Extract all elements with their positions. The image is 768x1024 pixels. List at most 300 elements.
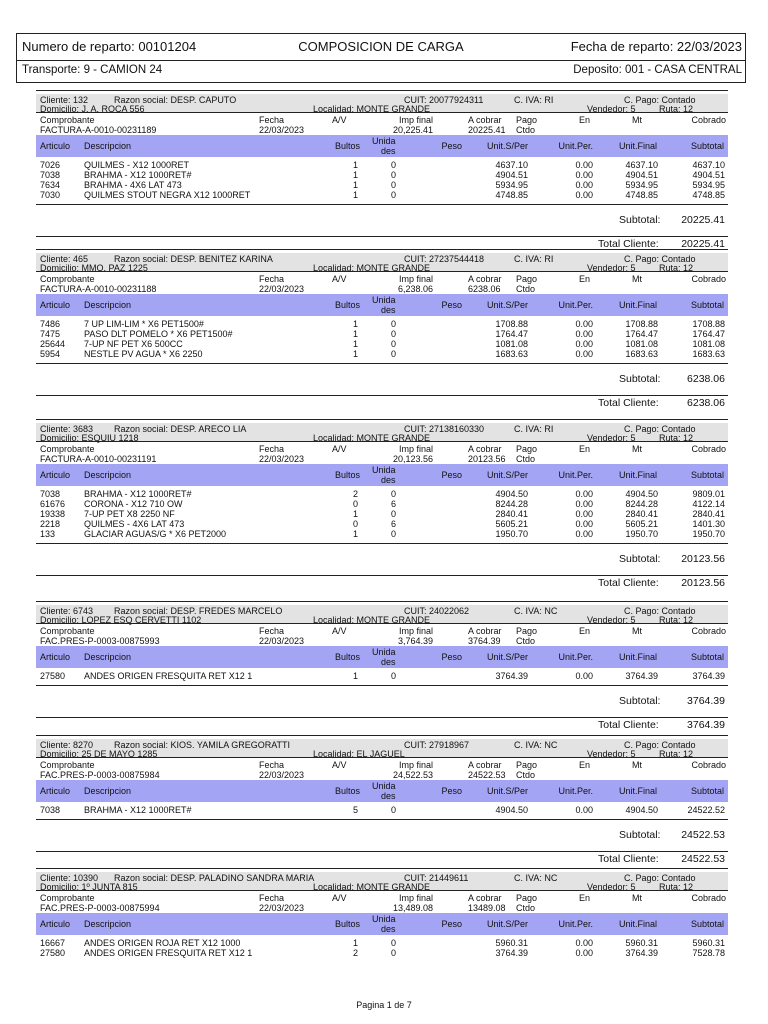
- condicion-iva: C. IVA: RI: [514, 254, 554, 264]
- item-descripcion: QUILMES - 4X6 LAT 473: [84, 519, 185, 529]
- col-fecha: Fecha: [259, 115, 285, 125]
- table-row: [36, 339, 728, 349]
- table-row: [36, 948, 728, 958]
- item-bultos: 1: [352, 349, 358, 359]
- block-top-rule: [36, 601, 728, 602]
- th-unit-s-per: Unit.S/Per: [486, 919, 528, 929]
- table-row: [36, 489, 728, 499]
- col-mt: Mt: [632, 444, 642, 454]
- imp-final-value: 3,764.39: [397, 636, 433, 646]
- total-cliente-value: 24522.53: [681, 853, 725, 865]
- col-fecha: Fecha: [259, 274, 285, 284]
- item-unit-per: 0.00: [575, 190, 593, 200]
- col-av: A/V: [332, 893, 347, 903]
- comprobante-number: FACTURA-A-0010-00231188: [40, 284, 157, 294]
- ruta: Ruta: 12: [659, 615, 694, 625]
- item-bultos: 1: [352, 180, 358, 190]
- block-top-rule: [36, 90, 728, 91]
- a-cobrar-value: 3764.39: [468, 636, 501, 646]
- th-peso: Peso: [441, 786, 462, 796]
- item-descripcion: 7-UP NF PET X6 500CC: [84, 339, 183, 349]
- item-descripcion: GLACIAR AGUAS/G * X6 PET2000: [84, 529, 227, 539]
- item-bultos: 1: [352, 170, 358, 180]
- numero-reparto: Numero de reparto: 00101204: [22, 39, 197, 54]
- col-a-cobrar: A cobrar: [468, 444, 502, 454]
- client-info-rule: [36, 757, 728, 758]
- item-bultos: 1: [352, 509, 358, 519]
- razon-social: Razon social: DESP. CAPUTO: [114, 95, 237, 105]
- client-info-rule: [36, 441, 728, 442]
- item-unit-per: 0.00: [575, 499, 593, 509]
- vendedor: Vendedor: 5: [587, 749, 636, 759]
- th-peso: Peso: [441, 652, 462, 662]
- item-articulo: 61676: [40, 499, 66, 509]
- col-comprobante: Comprobante: [40, 626, 95, 636]
- domicilio: Domicilio: MMO. PAZ 1225: [40, 263, 148, 273]
- item-unit-final: 1950.70: [625, 529, 658, 539]
- subtotal-label: Subtotal:: [619, 829, 661, 841]
- item-subtotal: 1708.88: [692, 319, 725, 329]
- item-unit-s-per: 4904.50: [495, 489, 528, 499]
- item-bultos: 1: [352, 938, 358, 948]
- table-row: [36, 499, 728, 509]
- localidad: Localidad: MONTE GRANDE: [313, 263, 431, 273]
- items-table-body: [36, 671, 728, 681]
- th-articulo: Articulo: [40, 652, 71, 662]
- client-block: [36, 419, 728, 589]
- th-articulo: Articulo: [40, 300, 71, 310]
- item-unit-per: 0.00: [575, 509, 593, 519]
- table-row: [36, 349, 728, 359]
- col-cobrado: Cobrado: [691, 444, 726, 454]
- subtotal-label: Subtotal:: [619, 214, 661, 226]
- client-id: Cliente: 8270: [40, 740, 94, 750]
- col-pago: Pago: [516, 893, 538, 903]
- th-subtotal: Subtotal: [690, 470, 724, 480]
- col-comprobante: Comprobante: [40, 760, 95, 770]
- condicion-pago: C. Pago: Contado: [624, 254, 696, 264]
- th-unida: Unida: [372, 295, 396, 305]
- comprobante-number: FAC.PRES-P-0003-00875984: [40, 770, 160, 780]
- th-des: des: [381, 475, 396, 485]
- items-end-rule: [36, 543, 728, 544]
- client-id: Cliente: 465: [40, 254, 89, 264]
- item-descripcion: 7 UP LIM-LIM * X6 PET1500#: [84, 319, 204, 329]
- item-subtotal: 1401.30: [692, 519, 725, 529]
- col-en: En: [579, 893, 591, 903]
- col-cobrado: Cobrado: [691, 115, 726, 125]
- ruta: Ruta: 12: [659, 263, 694, 273]
- th-bultos: Bultos: [334, 919, 360, 929]
- th-des: des: [381, 924, 396, 934]
- item-bultos: 1: [352, 339, 358, 349]
- condicion-iva: C. IVA: RI: [514, 424, 554, 434]
- comprobante-fecha: 22/03/2023: [259, 125, 305, 135]
- table-row: [36, 190, 728, 200]
- item-descripcion: CORONA - X12 710 OW: [84, 499, 183, 509]
- item-unit-s-per: 4904.50: [495, 805, 528, 815]
- page-number: Pagina 1 de 7: [356, 1000, 412, 1010]
- ruta: Ruta: 12: [659, 104, 694, 114]
- item-unidades: 0: [391, 160, 397, 170]
- th-unit-per: Unit.Per.: [558, 141, 593, 151]
- vendedor: Vendedor: 5: [587, 433, 636, 443]
- item-descripcion: ANDES ORIGEN FRESQUITA RET X12 1: [84, 671, 253, 681]
- table-row: [36, 319, 728, 329]
- col-imp-final: Imp final: [398, 760, 433, 770]
- th-unida: Unida: [372, 781, 396, 791]
- item-unit-final: 8244.28: [625, 499, 658, 509]
- total-cliente-label: Total Cliente:: [598, 577, 659, 589]
- table-row: [36, 180, 728, 190]
- item-articulo: 7634: [40, 180, 61, 190]
- th-descripcion: Descripcion: [84, 652, 132, 662]
- col-mt: Mt: [632, 760, 642, 770]
- item-descripcion: BRAHMA - X12 1000RET#: [84, 805, 192, 815]
- localidad: Localidad: MONTE GRANDE: [313, 433, 431, 443]
- th-subtotal: Subtotal: [690, 786, 724, 796]
- th-descripcion: Descripcion: [84, 786, 132, 796]
- a-cobrar-value: 20123.56: [468, 454, 506, 464]
- th-subtotal: Subtotal: [690, 919, 724, 929]
- item-subtotal: 4637.10: [692, 160, 725, 170]
- cuit: CUIT: 24022062: [404, 606, 470, 616]
- th-unida: Unida: [372, 465, 396, 475]
- col-fecha: Fecha: [259, 760, 285, 770]
- total-cliente-value: 6238.06: [687, 397, 725, 409]
- condicion-pago: C. Pago: Contado: [624, 740, 696, 750]
- total-cliente-label: Total Cliente:: [598, 853, 659, 865]
- th-articulo: Articulo: [40, 141, 71, 151]
- item-subtotal: 2840.41: [692, 509, 725, 519]
- total-rule: [36, 236, 728, 237]
- item-subtotal: 7528.78: [692, 948, 725, 958]
- th-unida: Unida: [372, 647, 396, 657]
- col-pago: Pago: [516, 444, 538, 454]
- item-articulo: 19338: [40, 509, 66, 519]
- total-cliente-value: 20123.56: [681, 577, 725, 589]
- item-unit-per: 0.00: [575, 805, 593, 815]
- imp-final-value: 20,225.41: [392, 125, 433, 135]
- item-descripcion: BRAHMA - X12 1000RET#: [84, 170, 192, 180]
- comprobante-fecha: 22/03/2023: [259, 636, 305, 646]
- item-bultos: 0: [352, 499, 358, 509]
- th-peso: Peso: [441, 300, 462, 310]
- subtotal-value: 20123.56: [681, 553, 725, 565]
- th-unit-final: Unit.Final: [618, 470, 657, 480]
- item-unit-s-per: 5934.95: [495, 180, 528, 190]
- a-cobrar-value: 13489.08: [468, 903, 506, 913]
- col-imp-final: Imp final: [398, 444, 433, 454]
- col-av: A/V: [332, 444, 347, 454]
- item-subtotal: 3764.39: [692, 671, 725, 681]
- col-cobrado: Cobrado: [691, 893, 726, 903]
- item-bultos: 5: [352, 805, 358, 815]
- block-top-rule: [36, 419, 728, 420]
- cuit: CUIT: 20077924311: [404, 95, 484, 105]
- item-unidades: 0: [391, 190, 397, 200]
- col-en: En: [579, 274, 591, 284]
- items-table-body: [36, 319, 728, 359]
- item-subtotal: 1950.70: [692, 529, 725, 539]
- col-pago: Pago: [516, 760, 538, 770]
- domicilio: Domicilio: 1º JUNTA 815: [40, 882, 138, 892]
- th-unit-per: Unit.Per.: [558, 652, 593, 662]
- th-bultos: Bultos: [334, 300, 360, 310]
- razon-social: Razon social: DESP. FREDES MARCELO: [114, 606, 283, 616]
- item-unidades: 0: [391, 938, 397, 948]
- items-end-rule: [36, 685, 728, 686]
- cuit: CUIT: 27237544418: [404, 254, 485, 264]
- col-imp-final: Imp final: [398, 115, 433, 125]
- col-pago: Pago: [516, 115, 538, 125]
- a-cobrar-value: 24522.53: [468, 770, 506, 780]
- pago-value: Ctdo: [516, 636, 536, 646]
- item-unit-final: 4904.51: [625, 170, 658, 180]
- pago-value: Ctdo: [516, 903, 536, 913]
- total-cliente-label: Total Cliente:: [598, 397, 659, 409]
- col-a-cobrar: A cobrar: [468, 274, 502, 284]
- item-subtotal: 1683.63: [692, 349, 725, 359]
- item-unit-s-per: 4637.10: [495, 160, 528, 170]
- item-subtotal: 4122.14: [692, 499, 725, 509]
- comprobante-fecha: 22/03/2023: [259, 770, 305, 780]
- total-rule: [36, 575, 728, 576]
- deposito: Deposito: 001 - CASA CENTRAL: [573, 64, 742, 76]
- item-unidades: 0: [391, 339, 397, 349]
- fecha-reparto: Fecha de reparto: 22/03/2023: [570, 39, 742, 54]
- item-descripcion: NESTLE PV AGUA * X6 2250: [84, 349, 203, 359]
- col-fecha: Fecha: [259, 893, 285, 903]
- imp-final-value: 24,522.53: [392, 770, 433, 780]
- item-unidades: 0: [391, 170, 397, 180]
- item-subtotal: 1081.08: [692, 339, 725, 349]
- item-unit-final: 4748.85: [625, 190, 658, 200]
- item-articulo: 25644: [40, 339, 66, 349]
- item-articulo: 133: [40, 529, 56, 539]
- col-imp-final: Imp final: [398, 893, 433, 903]
- item-subtotal: 1764.47: [692, 329, 725, 339]
- col-av: A/V: [332, 760, 347, 770]
- pago-value: Ctdo: [516, 125, 536, 135]
- client-id: Cliente: 10390: [40, 873, 99, 883]
- subtotal-value: 20225.41: [681, 214, 725, 226]
- client-info-rule: [36, 112, 728, 113]
- item-unit-per: 0.00: [575, 160, 593, 170]
- th-unit-per: Unit.Per.: [558, 300, 593, 310]
- table-row: [36, 938, 728, 948]
- client-block: [36, 90, 728, 250]
- item-unidades: 0: [391, 671, 397, 681]
- item-unit-per: 0.00: [575, 938, 593, 948]
- item-unit-per: 0.00: [575, 170, 593, 180]
- ruta: Ruta: 12: [659, 433, 694, 443]
- item-unit-per: 0.00: [575, 329, 593, 339]
- comprobante-number: FACTURA-A-0010-00231191: [40, 454, 157, 464]
- col-fecha: Fecha: [259, 626, 285, 636]
- table-row: [36, 160, 728, 170]
- comprobante-number: FAC.PRES-P-0003-00875994: [40, 903, 160, 913]
- item-articulo: 7026: [40, 160, 61, 170]
- item-subtotal: 5934.95: [692, 180, 725, 190]
- col-mt: Mt: [632, 626, 642, 636]
- th-unit-per: Unit.Per.: [558, 786, 593, 796]
- a-cobrar-value: 6238.06: [468, 284, 501, 294]
- imp-final-value: 6,238.06: [397, 284, 433, 294]
- client-id: Cliente: 3683: [40, 424, 94, 434]
- th-peso: Peso: [441, 141, 462, 151]
- client-id: Cliente: 6743: [40, 606, 94, 616]
- item-unit-final: 1708.88: [625, 319, 658, 329]
- th-unida: Unida: [372, 136, 396, 146]
- col-en: En: [579, 444, 591, 454]
- subtotal-value: 6238.06: [687, 373, 725, 385]
- subtotal-value: 24522.53: [681, 829, 725, 841]
- th-peso: Peso: [441, 470, 462, 480]
- col-imp-final: Imp final: [398, 626, 433, 636]
- th-unit-s-per: Unit.S/Per: [486, 470, 528, 480]
- vendedor: Vendedor: 5: [587, 615, 636, 625]
- condicion-pago: C. Pago: Contado: [624, 873, 696, 883]
- vendedor: Vendedor: 5: [587, 263, 636, 273]
- item-articulo: 16667: [40, 938, 66, 948]
- th-peso: Peso: [441, 919, 462, 929]
- domicilio: Domicilio: ESQUIU 1218: [40, 433, 139, 443]
- item-unidades: 0: [391, 948, 397, 958]
- domicilio: Domicilio: J. A. ROCA 556: [40, 104, 145, 114]
- items-end-rule: [36, 363, 728, 364]
- col-cobrado: Cobrado: [691, 760, 726, 770]
- items-end-rule: [36, 819, 728, 820]
- item-unidades: 0: [391, 329, 397, 339]
- item-unit-s-per: 5605.21: [495, 519, 528, 529]
- th-unit-per: Unit.Per.: [558, 470, 593, 480]
- col-comprobante: Comprobante: [40, 115, 95, 125]
- th-unida: Unida: [372, 914, 396, 924]
- block-top-rule: [36, 735, 728, 736]
- item-unit-s-per: 1708.88: [495, 319, 528, 329]
- item-unidades: 0: [391, 319, 397, 329]
- item-unit-s-per: 1764.47: [495, 329, 528, 339]
- item-unit-s-per: 2840.41: [495, 509, 528, 519]
- items-table-body: [36, 938, 728, 958]
- item-articulo: 7038: [40, 170, 61, 180]
- th-unit-s-per: Unit.S/Per: [486, 141, 528, 151]
- col-fecha: Fecha: [259, 444, 285, 454]
- table-row: [36, 805, 728, 815]
- th-des: des: [381, 305, 396, 315]
- item-unidades: 0: [391, 805, 397, 815]
- client-info-rule: [36, 623, 728, 624]
- item-descripcion: BRAHMA - 4X6 LAT 473: [84, 180, 182, 190]
- item-unit-per: 0.00: [575, 948, 593, 958]
- item-articulo: 7038: [40, 805, 61, 815]
- th-descripcion: Descripcion: [84, 919, 132, 929]
- item-subtotal: 24522.52: [687, 805, 725, 815]
- item-unit-per: 0.00: [575, 339, 593, 349]
- item-descripcion: QUILMES STOUT NEGRA X12 1000RET: [84, 190, 251, 200]
- ruta: Ruta: 12: [659, 882, 694, 892]
- comprobante-fecha: 22/03/2023: [259, 284, 305, 294]
- subtotal-label: Subtotal:: [619, 553, 661, 565]
- col-mt: Mt: [632, 115, 642, 125]
- imp-final-value: 20,123.56: [392, 454, 433, 464]
- items-table-body: [36, 160, 728, 200]
- item-unit-final: 2840.41: [625, 509, 658, 519]
- item-articulo: 7486: [40, 319, 61, 329]
- a-cobrar-value: 20225.41: [468, 125, 506, 135]
- condicion-pago: C. Pago: Contado: [624, 424, 696, 434]
- th-descripcion: Descripcion: [84, 470, 132, 480]
- col-cobrado: Cobrado: [691, 274, 726, 284]
- transporte: Transporte: 9 - CAMION 24: [22, 64, 163, 76]
- item-unidades: 6: [391, 519, 397, 529]
- item-articulo: 7030: [40, 190, 61, 200]
- th-descripcion: Descripcion: [84, 300, 132, 310]
- pago-value: Ctdo: [516, 454, 536, 464]
- col-cobrado: Cobrado: [691, 626, 726, 636]
- col-a-cobrar: A cobrar: [468, 626, 502, 636]
- th-unit-final: Unit.Final: [618, 300, 657, 310]
- condicion-iva: C. IVA: NC: [514, 873, 558, 883]
- item-unit-per: 0.00: [575, 519, 593, 529]
- th-des: des: [381, 146, 396, 156]
- cuit: CUIT: 27138160330: [404, 424, 485, 434]
- col-av: A/V: [332, 274, 347, 284]
- item-articulo: 2218: [40, 519, 61, 529]
- th-unit-s-per: Unit.S/Per: [486, 300, 528, 310]
- item-unit-s-per: 3764.39: [495, 948, 528, 958]
- items-end-rule: [36, 204, 728, 205]
- total-rule: [36, 395, 728, 396]
- table-row: [36, 529, 728, 539]
- item-bultos: 1: [352, 529, 358, 539]
- item-bultos: 1: [352, 671, 358, 681]
- col-en: En: [579, 115, 591, 125]
- th-articulo: Articulo: [40, 786, 71, 796]
- th-unit-final: Unit.Final: [618, 786, 657, 796]
- item-unit-final: 5960.31: [625, 938, 658, 948]
- header-row-bottom: [17, 61, 745, 82]
- col-pago: Pago: [516, 626, 538, 636]
- th-unit-final: Unit.Final: [618, 652, 657, 662]
- col-mt: Mt: [632, 893, 642, 903]
- condicion-iva: C. IVA: NC: [514, 740, 558, 750]
- item-bultos: 1: [352, 329, 358, 339]
- item-articulo: 7038: [40, 489, 61, 499]
- item-unit-per: 0.00: [575, 180, 593, 190]
- item-unit-final: 5605.21: [625, 519, 658, 529]
- col-en: En: [579, 760, 591, 770]
- subtotal-value: 3764.39: [687, 695, 725, 707]
- items-table-body: [36, 805, 728, 815]
- item-unit-s-per: 1683.63: [495, 349, 528, 359]
- razon-social: Razon social: DESP. BENITEZ KARINA: [114, 254, 273, 264]
- block-top-rule: [36, 249, 728, 250]
- item-bultos: 0: [352, 519, 358, 529]
- total-cliente-label: Total Cliente:: [598, 238, 659, 250]
- table-row: [36, 519, 728, 529]
- condicion-iva: C. IVA: NC: [514, 606, 558, 616]
- item-unit-final: 3764.39: [625, 671, 658, 681]
- cuit: CUIT: 27918967: [404, 740, 470, 750]
- ruta: Ruta: 12: [659, 749, 694, 759]
- item-descripcion: ANDES ORIGEN ROJA RET X12 1000: [84, 938, 241, 948]
- table-row: [36, 671, 728, 681]
- domicilio: Domicilio: LOPEZ ESQ CERVETTI 1102: [40, 615, 202, 625]
- item-unit-per: 0.00: [575, 489, 593, 499]
- th-subtotal: Subtotal: [690, 141, 724, 151]
